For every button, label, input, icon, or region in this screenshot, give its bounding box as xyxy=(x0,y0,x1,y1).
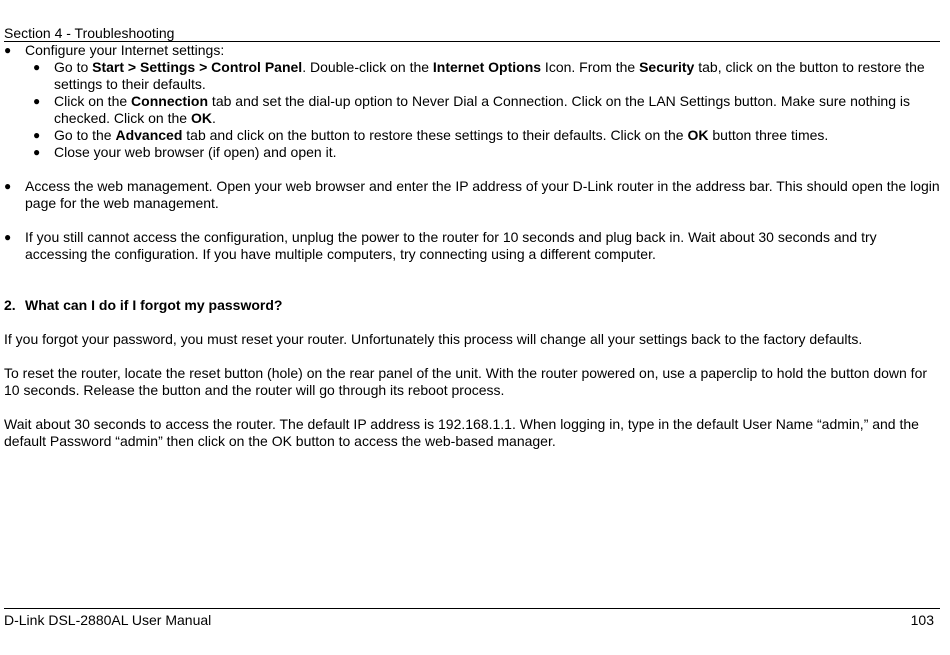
bullet-icon: ● xyxy=(4,230,12,244)
text-segment: . xyxy=(211,110,216,126)
bold-segment: Connection xyxy=(131,93,209,109)
section-header xyxy=(4,25,940,42)
paragraph-reset-steps: To reset the router, locate the reset button (hole) on the rear panel of the unit. With the router powered on, use a paperclip to hold the button down for 10 seconds. Release the button and the router will go through its reboot process. xyxy=(4,365,928,398)
bullet-text: Access the web management. Open your web browser and enter the IP address of your D-Link router in the address bar. This should open the login page for the web management. xyxy=(25,178,940,211)
bullet-icon: ● xyxy=(33,60,41,74)
text-segment: Go to the xyxy=(54,127,116,143)
question-text: What can I do if I forgot my password? xyxy=(25,297,283,313)
bullet-unplug-router xyxy=(4,229,940,263)
bullet-text: Configure your Internet settings: xyxy=(25,42,225,58)
page-footer xyxy=(4,608,940,629)
section-title: Section 4 - Troubleshooting xyxy=(4,25,175,41)
bold-segment: OK xyxy=(687,127,709,143)
text-segment: Go to xyxy=(54,59,93,75)
bullet-icon: ● xyxy=(4,43,12,57)
text-segment: tab, click on the button to restore the settings to their defaults. xyxy=(54,59,925,92)
sub-bullet-control-panel xyxy=(4,59,940,93)
question-number: 2. xyxy=(4,297,16,313)
bullet-icon: ● xyxy=(33,145,41,159)
sub-bullet-advanced xyxy=(4,127,940,144)
bullet-web-management xyxy=(4,178,940,212)
text-segment: Icon. From the xyxy=(541,59,640,75)
page-number: 103 xyxy=(910,612,934,628)
paragraph-default-login: Wait about 30 seconds to access the router. The default IP address is 192.168.1.1. When logging in, type in the default User Name “admin,” and the default Password “admin” then click on the OK button to access the web-based manager. xyxy=(4,416,919,449)
bold-segment: Internet Options xyxy=(432,59,542,75)
paragraph-reset-warning: If you forgot your password, you must reset your router. Unfortunately this process will change all your settings back to the factory defaults. xyxy=(4,331,863,347)
text-segment: Click on the xyxy=(54,93,132,109)
page-content xyxy=(4,42,940,450)
text-segment: tab and set the dial-up option to Never Dial a Connection. Click on the LAN Settings button. Make sure nothing is checked. Click on the xyxy=(54,93,911,126)
sub-bullet-connection xyxy=(4,93,940,127)
bullet-icon: ● xyxy=(33,94,41,108)
text-segment: tab and click on the button to restore these settings to their defaults. Click on the xyxy=(182,127,688,143)
question-heading xyxy=(4,297,940,314)
bullet-icon: ● xyxy=(33,128,41,142)
bullet-icon: ● xyxy=(4,179,12,193)
bold-segment: OK xyxy=(190,110,212,126)
manual-title: D-Link DSL-2880AL User Manual xyxy=(4,612,212,628)
sub-bullet-close-browser xyxy=(4,144,940,161)
bold-segment: Start > Settings > Control Panel xyxy=(92,59,303,75)
bold-segment: Advanced xyxy=(115,127,183,143)
bold-segment: Security xyxy=(639,59,695,75)
bullet-configure-internet xyxy=(4,42,940,59)
bullet-text: Close your web browser (if open) and open it. xyxy=(54,144,337,160)
text-segment: . Double-click on the xyxy=(302,59,433,75)
text-segment: button three times. xyxy=(708,127,829,143)
bullet-text: If you still cannot access the configuration, unplug the power to the router for 10 seconds and plug back in. Wait about 30 seconds and try accessing the configuration. If you have multiple computers, try connecting using a different computer. xyxy=(25,229,877,262)
